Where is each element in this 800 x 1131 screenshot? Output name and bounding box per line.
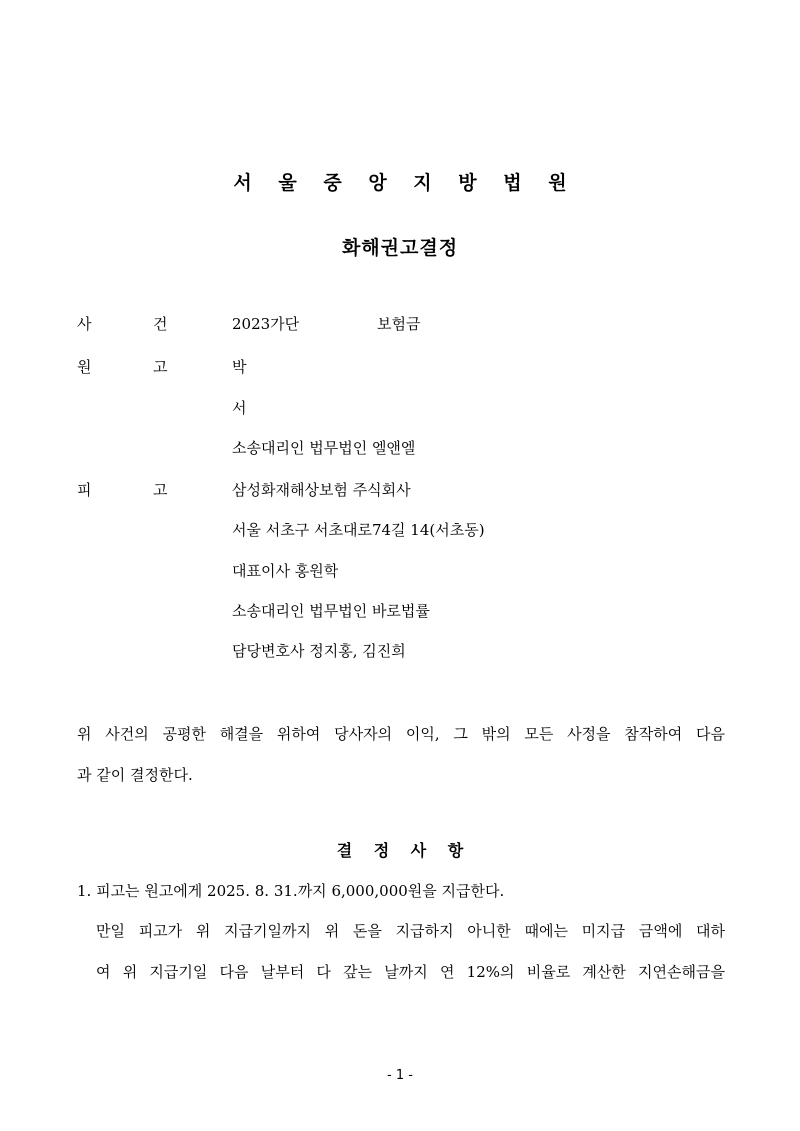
case-label-2: 건 [153, 315, 168, 333]
plaintiff-counsel: 소송대리인 법무법인 엘앤엘 [232, 439, 416, 457]
defendant-label-2: 고 [153, 481, 168, 499]
plaintiff-name-1: 박 [232, 358, 247, 376]
court-name: 서 울 중 앙 지 방 법 원 [233, 172, 577, 194]
decision-item-1-cont-1: 만일 피고가 위 지급기일까지 위 돈을 지급하지 아니한 때에는 미지급 금액에 대하 [96, 922, 725, 940]
defendant-representative: 대표이사 홍원학 [232, 562, 339, 580]
document-title: 화해권고결정 [341, 237, 459, 259]
defendant-address: 서울 서초구 서초대로74길 14(서초동) [232, 521, 485, 539]
case-label-1: 사 [77, 315, 92, 333]
case-number: 2023가단 [232, 315, 300, 333]
plaintiff-label-1: 원 [77, 358, 92, 376]
decision-title: 결 정 사 항 [336, 841, 472, 860]
plaintiff-label-2: 고 [153, 358, 168, 376]
page-number: - 1 - [387, 1068, 413, 1083]
defendant-counsel: 소송대리인 법무법인 바로법률 [232, 602, 430, 620]
intro-line-2: 과 같이 결정한다. [77, 766, 193, 784]
defendant-label-1: 피 [77, 481, 92, 499]
defendant-attorneys: 담당변호사 정지홍, 김진희 [232, 642, 406, 660]
decision-item-1-cont-2: 여 위 지급기일 다음 날부터 다 갚는 날까지 연 12%의 비율로 계산한 지연손해금을 [96, 963, 725, 981]
plaintiff-name-2: 서 [232, 399, 247, 417]
decision-item-1: 1. 피고는 원고에게 2025. 8. 31.까지 6,000,000원을 지급한다. [77, 882, 505, 900]
intro-line-1: 위 사건의 공평한 해결을 위하여 당사자의 이익, 그 밖의 모든 사정을 참작하여 다음 [77, 725, 725, 743]
defendant-name: 삼성화재해상보험 주식회사 [232, 481, 411, 499]
case-name: 보험금 [377, 315, 421, 333]
